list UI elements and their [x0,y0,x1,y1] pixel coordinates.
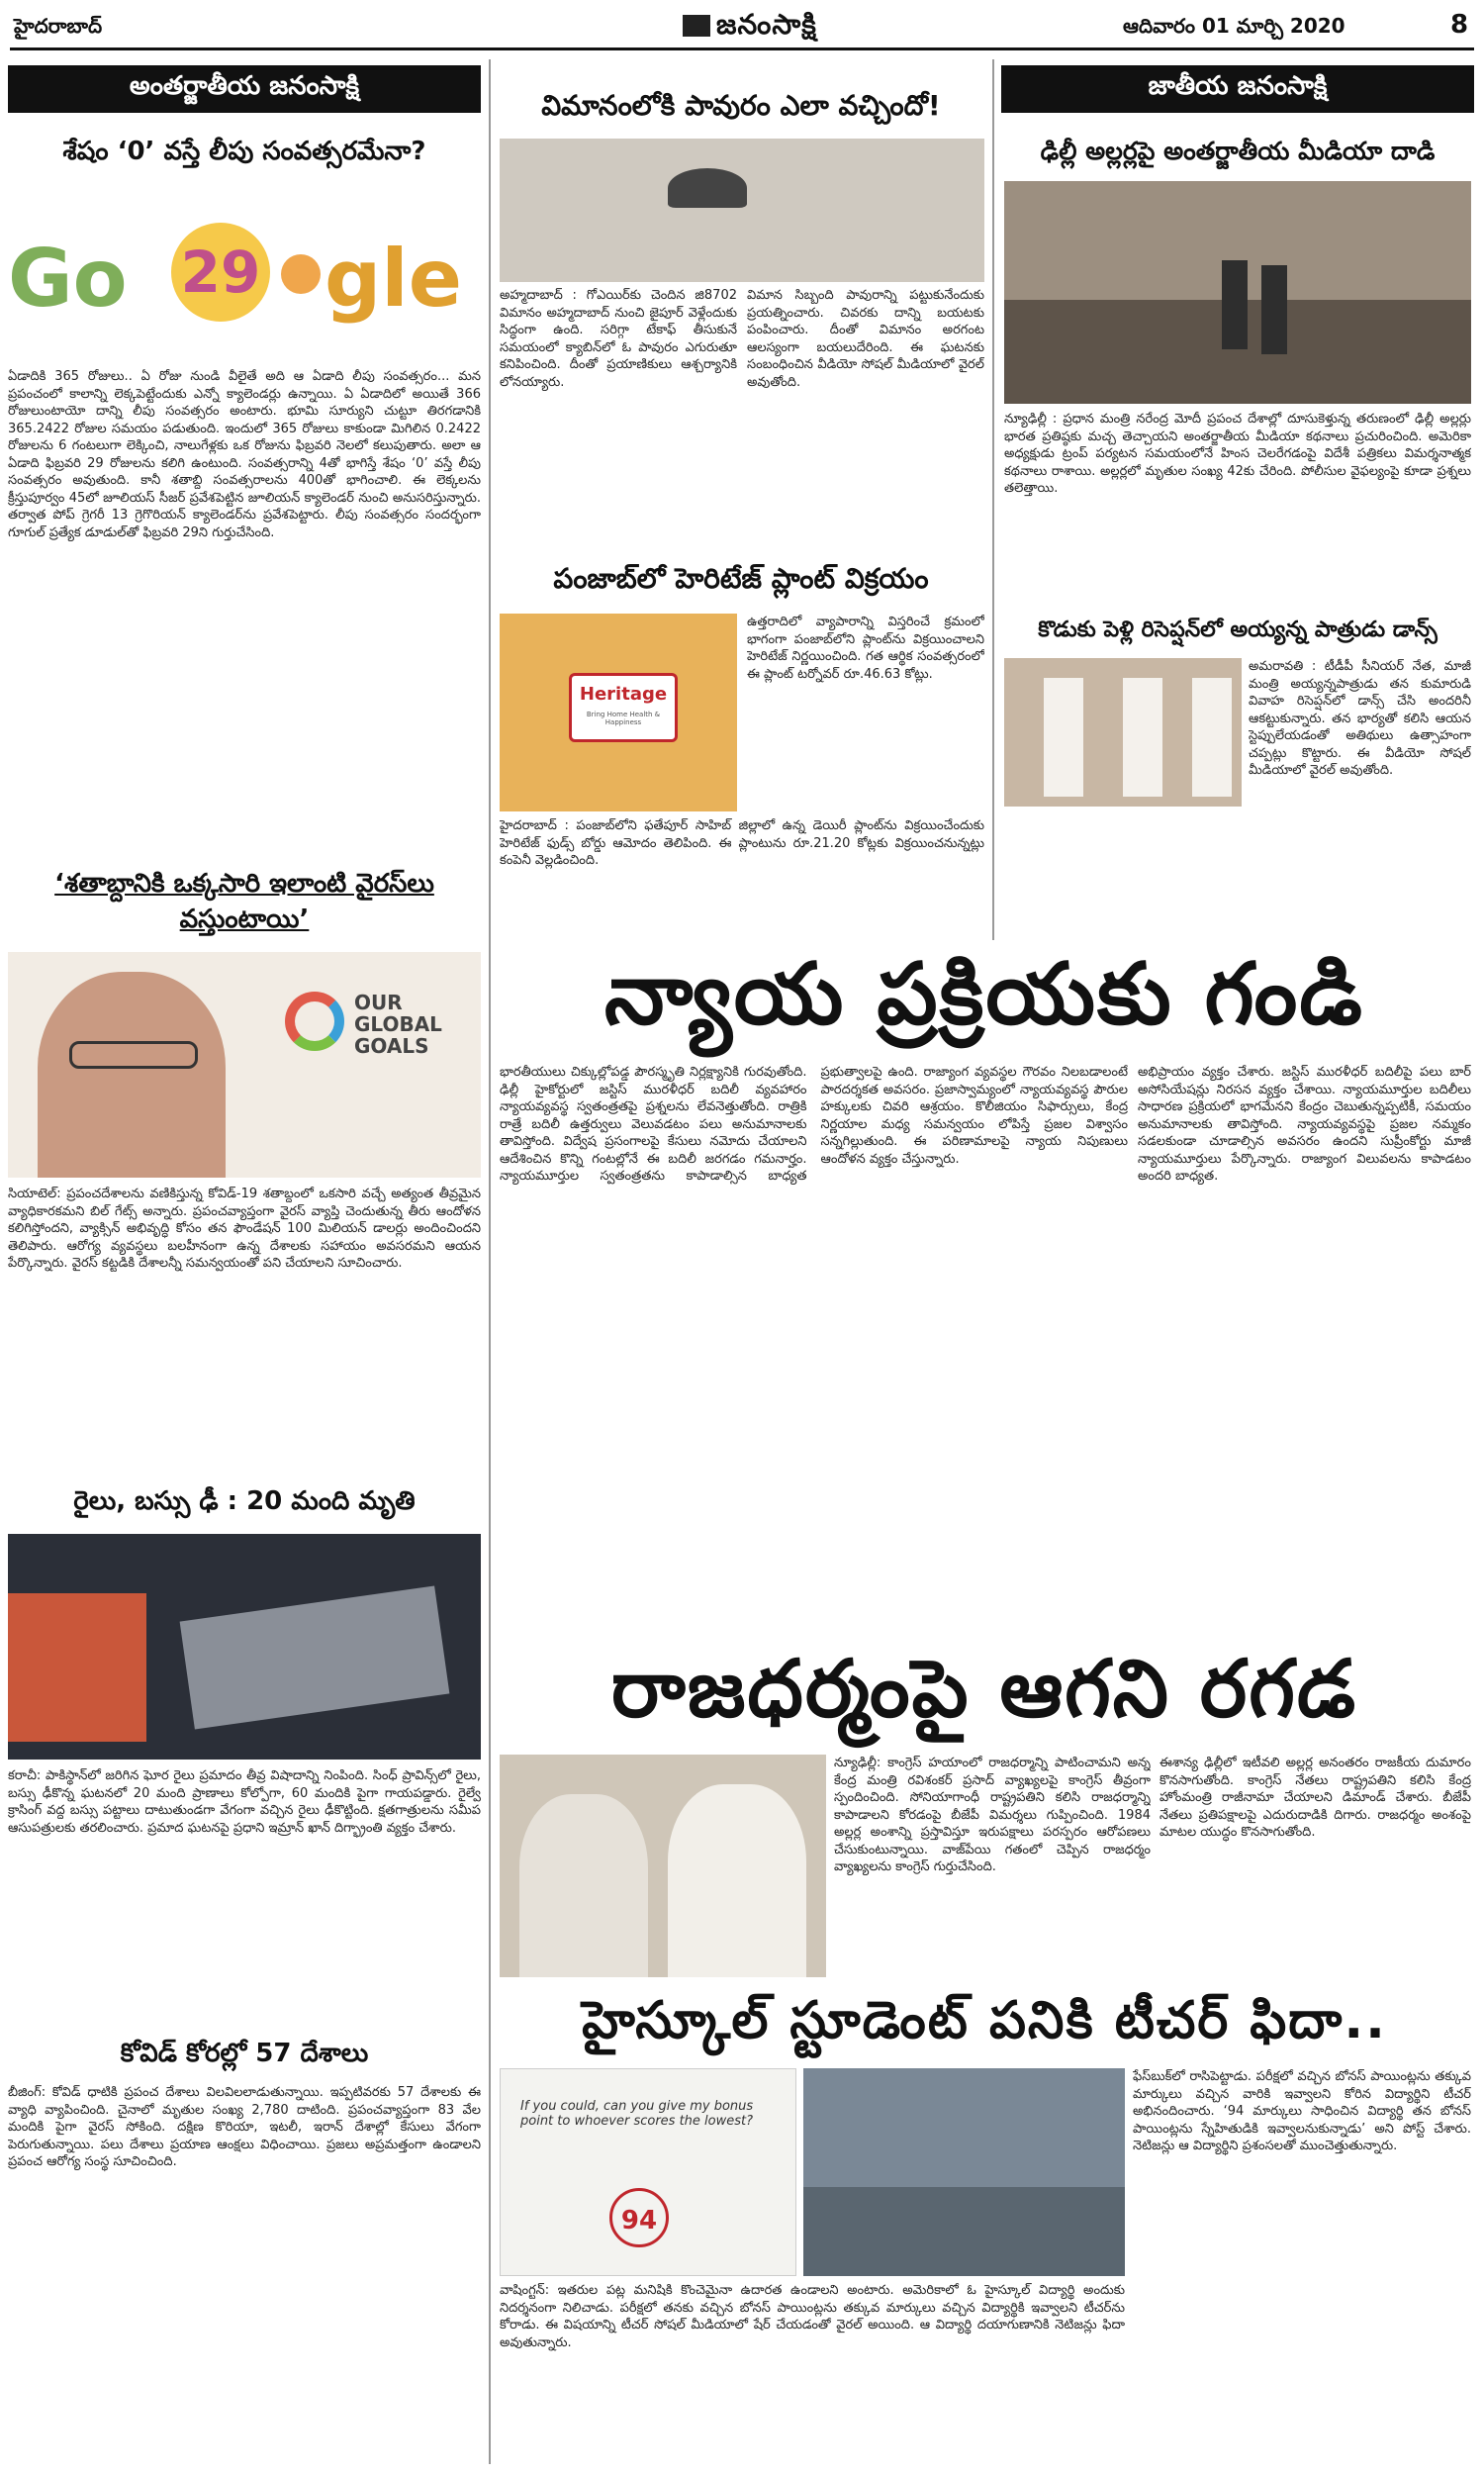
student-headline: హైస్కూల్ స్టూడెంట్ పనికి టీచర్ ఫిదా.. [582,1991,1387,2050]
wreckage [180,1585,450,1729]
exam-hall-photo [803,2068,1125,2276]
page-number: 8 [1450,10,1469,40]
pigeon-icon [668,168,747,208]
covid-headline: కోవిడ్ కోరల్లో 57 దేశాలు [120,2039,369,2068]
heritage-logo-card [569,673,678,742]
doodle-text-left: Go [8,233,128,325]
handwritten-note: If you could, can you give my bonus point to whoever scores the lowest? [520,2099,754,2129]
logo-emblem-icon [683,15,710,37]
section-header-national: జాతీయ జనంసాక్షి [1001,65,1474,113]
dance-photo [1004,658,1242,807]
doodle-text-right: gle [325,233,462,325]
heritage-body-bottom: హైదరాబాద్ : పంజాబ్‌లోని ఫతేపూర్ సాహిబ్ జిల్లాలో ఉన్న డెయిరీ ప్లాంట్‌ను విక్రయించేందుకు హెరిటేజ్ ఫుడ్స్ బోర్డు ఆమోదం తెలిపింది. ఈ ప్లాంటును రూ.21.20 కోట్లకు విక్రయించనున్నట్లు కంపెనీ వెల్లడించింది. [500,818,984,869]
ayyanna-dance-headline: కొడుకు పెళ్లి రిసెప్షన్‌లో అయ్యన్న పాత్రుడు డాన్స్ [1038,618,1438,642]
section-header-international: అంతర్జాతీయ జనంసాక్షి [8,65,481,113]
pigeon-body-col1: అహ్మదాబాద్ : గోఎయిర్‌కు చెందిన జి8702 విమానం అహ్మదాబాద్ నుంచి జైపూర్ వెళ్లేందుకు సిద్ధంగా ఉంది. సరిగ్గా టేకాఫ్ తీసుకునే సమయంలో క్యాబిన్‌లో ఓ పావురం ఎగురుతూ కనిపించింది. దీంతో ప్రయాణికులు ఆశ్చర్యానికి లోనయ్యారు. [500,288,737,390]
portrait-figure [38,972,226,1178]
heritage-headline: పంజాబ్‌లో హెరిటేజ్ ప్లాంట్ విక్రయం [553,562,929,595]
heritage-tagline: Bring Home Health & Happiness [586,711,661,726]
masthead-rule [10,48,1474,50]
pigeon-in-plane-photo [500,139,984,282]
heritage-logo-text: Heritage [579,684,668,705]
ayyanna-dance-body: అమరావతి : టీడీపీ సీనియర్ నేత, మాజీ మంత్రి అయ్యన్నపాత్రుడు తన కుమారుడి వివాహ రిసెప్షన్‌లో డాన్స్ చేసి అందరినీ ఆకట్టుకున్నారు. తన భార్యతో కలిసి ఆయన స్టెప్పులేయడంతో అతిథులు ఉత్సాహంగా చప్పట్లు కొట్టారు. ఈ వీడియో సోషల్ మీడియాలో వైరల్ అవుతోంది. [1249,659,1471,779]
newspaper-logo [683,8,817,48]
gates-article-body: సియాటెల్: ప్రపంచదేశాలను వణికిస్తున్న కోవిడ్-19 శతాబ్దంలో ఒకసారి వచ్చే అత్యంత తీవ్రమైన వ్యాధికారకమని బిల్ గేట్స్ అన్నారు. ప్రపంచవ్యాప్తంగా వైరస్ వ్యాప్తి చెందుతున్న తీరు ఆందోళన కలిగిస్తోందని, వ్యాక్సిన్ అభివృద్ధి కోసం తన ఫౌండేషన్ 100 మిలియన్ డాలర్లు అందించిందని తెలిపారు. ఆరోగ్య వ్యవస్థలు బలహీనంగా ఉన్న దేశాలకు సహాయం అవసరమని ఆయన పేర్కొన్నారు. వైరస్ కట్టడికి దేశాలన్నీ సమన్వయంతో పని చేయాలని సూచించారు. [8,1187,481,1272]
glasses-icon [69,1041,198,1069]
masthead-city: హైదరాబాద్ [14,14,103,38]
pigeon-headline: విమానంలోకి పావురం ఎలా వచ్చిందో! [541,89,941,122]
rajadharma-body: న్యూఢిల్లీ: కాంగ్రెస్ హయాంలో రాజధర్మాన్ని పాటించామని అన్న కేంద్ర మంత్రి రవిశంకర్ ప్రసాద్ వ్యాఖ్యలపై కాంగ్రెస్ తీవ్రంగా స్పందించింది. సోనియాగాంధీ రాష్ట్రపతిని కలిసి రాజధర్మాన్ని కాపాడాలని కోరడంపై బీజేపీ విమర్శలు గుప్పించింది. 1984 అల్లర్ల అంశాన్ని ప్రస్తావిస్తూ ఇరుపక్షాలు పరస్పరం ఆరోపణలు చేసుకుంటున్నాయి. వాజ్‌పేయి గతంలో చెప్పిన రాజధర్మం వ్యాఖ్యలను కాంగ్రెస్ గుర్తుచేసింది. [834,1756,1151,1875]
judicial-process-headline: న్యాయ ప్రక్రియకు గండి [604,945,1364,1044]
pigeon-body-col2: విమాన సిబ్బంది పావురాన్ని పట్టుకునేందుకు ప్రయత్నించారు. చివరకు దాన్ని బయటకు పంపించారు. దీంతో విమానం అరగంట ఆలస్యంగా బయలుదేరింది. ఈ ఘటనకు సంబంధించిన వీడియో సోషల్ మీడియాలో వైరల్ అవుతోంది. [747,288,984,390]
rajadharma-headline: రాజధర్మంపై ఆగని రగడ [610,1643,1358,1735]
masthead-date: ఆదివారం 01 మార్చి 2020 [1123,14,1345,38]
column-divider [992,59,994,940]
train-accident-headline: రైలు, బస్సు ఢీ : 20 మంది మృతి [73,1486,416,1516]
judicial-process-body-right: అభిప్రాయం వ్యక్తం చేశారు. జస్టిస్ మురళీధర్ బదిలీపై పలు బార్ అసోసియేషన్లు నిరసన వ్యక్తం చేశాయి. న్యాయమూర్తుల బదిలీలు సాధారణ ప్రక్రియలో భాగమేనని కేంద్రం చెబుతున్నప్పటికీ, సమయం అనుమానాలకు తావిస్తోంది. న్యాయవ్యవస్థపై ప్రజల నమ్మకం సడలకుండా చూడాల్సిన అవసరం ఉందని సుప్రీంకోర్టు మాజీ న్యాయమూర్తులు పేర్కొన్నారు. రాజ్యాంగ విలువలను కాపాడటం అందరి బాధ్యత. [1138,1065,1471,1185]
leap-year-headline: శేషం ‘0’ వస్తే లీపు సంవత్సరమేనా? [62,137,426,166]
sdg-wheel-icon [285,992,344,1051]
vajpayee-modi-photo [500,1755,826,1977]
score-circle: 94 [609,2188,669,2247]
person-figure [519,1794,648,1977]
dancer-figure [1192,678,1232,797]
global-goals-text: OUR GLOBAL GOALS [354,991,442,1058]
student-article-body: వాషింగ్టన్: ఇతరుల పట్ల మనిషికి కొంచెమైనా ఉదారత ఉండాలని అంటారు. అమెరికాలో ఓ హైస్కూల్ విద్యార్థి అందుకు నిదర్శనంగా నిలిచాడు. పరీక్షలో తనకు వచ్చిన బోనస్ పాయింట్లను తక్కువ మార్కులు వచ్చిన విద్యార్థికి ఇవ్వాలని టీచర్‌ను కోరాడు. ఈ విషయాన్ని టీచర్ సోషల్ మీడియాలో షేర్ చేయడంతో వైరల్ అయింది. ఆ విద్యార్థి దయాగుణానికి నెటిజన్లు ఫిదా అవుతున్నారు. [500,2283,1125,2350]
frog-icon [281,254,321,294]
train-accident-body: కరాచీ: పాకిస్థాన్‌లో జరిగిన ఘోర రైలు ప్రమాదం తీవ్ర విషాదాన్ని నింపింది. సింధ్ ప్రావిన్స్‌లో రైలు, బస్సు ఢీకొన్న ఘటనలో 20 మంది ప్రాణాలు కోల్పోగా, 60 మందికి పైగా గాయపడ్డారు. రైల్వే క్రాసింగ్ వద్ద బస్సు పట్టాలు దాటుతుండగా వేగంగా వచ్చిన రైలు ఢీకొట్టింది. క్షతగాత్రులను సమీప ఆసుపత్రులకు తరలించారు. ప్రమాద ఘటనపై ప్రధాని ఇమ్రాన్ ఖాన్ దిగ్భ్రాంతి వ్యక్తం చేశారు. [8,1768,481,1836]
person-figure [668,1784,806,1977]
leap-year-article-body: ఏడాదికి 365 రోజులు.. ఏ రోజు నుండి వీలైతే అది ఆ ఏడాది లీపు సంవత్సరం... మన ప్రపంచంలో కాలాన్ని లెక్కపెట్టేందుకు ఎన్నో క్యాలెండర్లు ఉన్నాయి. ఏ ఏడాదిలో అయితే 366 రోజులుంటాయో దాన్ని లీపు సంవత్సరం అంటారు. భూమి సూర్యుని చుట్టూ తిరగడానికి 365.2422 రోజుల సమయం పడుతుంది. ఇందులో 365 రోజులు కాకుండా మిగిలిన 0.2422 రోజులను 6 గంటలుగా లెక్కించి, నాలుగేళ్లకు ఒక రోజును ఫిబ్రవరి నెలలో కలుపుతారు. అలా ఆ ఏడాది ఫిబ్రవరి 29 రోజులను కలిగి ఉంటుంది. సంవత్సరాన్ని 4తో భాగిస్తే శేషం ‘0’ వస్తే లీపు సంవత్సరం అవుతుంది. కానీ శతాబ్ది సంవత్సరాలను 400తో భాగించాలి. ఈ లెక్కలను క్రీస్తుపూర్వం 45లో జూలియస్ సీజర్ ప్రవేశపెట్టిన జూలియన్ క్యాలెండర్ నుంచి అనుసరిస్తున్నారు. తర్వాత పోప్ గ్రెగరీ 13 గ్రెగొరియన్ క్యాలెండర్‌ను ప్రవేశపెట్టారు. లీపు సంవత్సరం సందర్భంగా గూగుల్ ప్రత్యేక డూడుల్‌తో ఫిబ్రవరి 29ని గుర్తుచేసింది. [8,369,481,540]
delhi-riots-photo [1004,181,1471,404]
dancer-figure [1123,678,1162,797]
delhi-riots-body: న్యూఢిల్లీ : ప్రధాన మంత్రి నరేంద్ర మోదీ ప్రపంచ దేశాల్లో దూసుకెళ్తున్న తరుణంలో ఢిల్లీ అల్లర్లు భారత ప్రతిష్ఠకు మచ్చ తెచ్చాయని అంతర్జాతీయ మీడియా కథనాలు ప్రచురించింది. అమెరికా అధ్యక్షుడు ట్రంప్ పర్యటన సమయంలోనే హింస చెలరేగడంపై విదేశీ పత్రికలు విమర్శనాత్మక కథనాలు రాశాయి. అల్లర్లలో మృతుల సంఖ్య 42కు చేరింది. పోలీసుల వైఫల్యంపై కూడా ప్రశ్నలు తలెత్తాయి. [1004,412,1471,497]
desk-rows [803,2187,1125,2276]
heritage-body-col2: ఉత్తరాదిలో వ్యాపారాన్ని విస్తరించే క్రమంలో భాగంగా పంజాబ్‌లోని ప్లాంట్‌ను విక్రయించాలని హెరిటేజ్ నిర్ణయించింది. గత ఆర్థిక సంవత్సరంలో ఈ ప్లాంట్ టర్నోవర్ రూ.46.63 కోట్లు. [747,615,984,682]
google-doodle [8,213,481,356]
judicial-process-body: భారతీయులు చిక్కుల్లోపడ్డ పౌరస్మృతి నిర్లక్ష్యానికి గురవుతోంది. ఢిల్లీ హైకోర్టులో జస్టిస్ మురళీధర్ బదిలీ వ్యవహారం న్యాయవ్యవస్థ స్వతంత్రతపై ప్రశ్నలను లేవనెత్తుతోంది. రాత్రికి రాత్రే బదిలీ ఉత్తర్వులు వెలువడటం పలు అనుమానాలకు తావిస్తోంది. విద్వేష ప్రసంగాలపై కేసులు నమోదు చేయాలని ఆదేశించిన కొన్ని గంటల్లోనే ఈ బదిలీ జరగడం గమనార్హం. న్యాయమూర్తుల స్వతంత్రతను కాపాడాల్సిన బాధ్యత ప్రభుత్వాలపై ఉంది. రాజ్యాంగ వ్యవస్థల గౌరవం నిలబడాలంటే పారదర్శకత అవసరం. ప్రజాస్వామ్యంలో న్యాయవ్యవస్థ పౌరుల హక్కులకు చివరి ఆశ్రయం. కొలీజియం సిఫార్సులు, కేంద్ర నిర్ణయాల మధ్య సమన్వయం లోపిస్తే ప్రజల విశ్వాసం సన్నగిల్లుతుంది. ఈ పరిణామాలపై న్యాయ నిపుణులు ఆందోళన వ్యక్తం చేస్తున్నారు. [500,1065,1128,1185]
doodle-date-circle: 29 [171,223,270,322]
dancer-figure [1044,678,1083,797]
bill-gates-photo [8,952,481,1178]
exam-paper-photo [500,2068,796,2276]
police-figure [1261,265,1287,354]
crane-vehicle [8,1593,146,1742]
covid-article-body: బీజింగ్: కోవిడ్ ధాటికి ప్రపంచ దేశాలు విలవిలలాడుతున్నాయి. ఇప్పటివరకు 57 దేశాలకు ఈ వ్యాధి వ్యాపించింది. చైనాలో మృతుల సంఖ్య 2,780 దాటింది. ప్రపంచవ్యాప్తంగా 83 వేల మందికి పైగా వైరస్ సోకింది. దక్షిణ కొరియా, ఇటలీ, ఇరాన్ దేశాల్లో కేసులు వేగంగా పెరుగుతున్నాయి. పలు దేశాలు ప్రయాణ ఆంక్షలు విధించాయి. ప్రజలు అప్రమత్తంగా ఉండాలని ప్రపంచ ఆరోగ్య సంస్థ సూచించింది. [8,2085,481,2170]
gates-headline: ‘శతాబ్దానికి ఒక్కసారి ఇలాంటి వైరస్‌లు వస్తుంటాయి’ [54,869,434,934]
train-accident-photo [8,1534,481,1760]
police-figure [1222,260,1248,349]
column-divider [489,59,491,2464]
newspaper-name: జనంసాక్షి [716,8,817,41]
rajadharma-body-right: ఈశాన్య ఢిల్లీలో ఇటీవలి అల్లర్ల అనంతరం రాజకీయ దుమారం కొనసాగుతోంది. కాంగ్రెస్ నేతలు రాష్ట్రపతిని కలిసి కేంద్ర హోంమంత్రి రాజీనామా చేయాలని డిమాండ్ చేశారు. బీజేపీ నేతలు ప్రతిపక్షాలపై ఎదురుదాడికి దిగారు. రాజధర్మం అంశంపై మాటల యుద్ధం కొనసాగుతోంది. [1159,1756,1471,1841]
heritage-products-photo [500,614,737,811]
student-article-body-right: ఫేస్‌బుక్‌లో రాసిపెట్టాడు. పరీక్షలో వచ్చిన బోనస్ పాయింట్లను తక్కువ మార్కులు వచ్చిన వారికి ఇవ్వాలని కోరిన విద్యార్థిని టీచర్ అభినందించారు. ‘94 మార్కులు సాధించిన విద్యార్థి తన బోనస్ పాయింట్లను స్నేహితుడికి ఇవ్వాలనుకున్నాడు’ అని పోస్ట్ చేశారు. నెటిజన్లు ఆ విద్యార్థిని ప్రశంసలతో ముంచెత్తుతున్నారు. [1133,2069,1471,2154]
delhi-riots-headline: ఢిల్లీ అల్లర్లపై అంతర్జాతీయ మీడియా దాడి [1040,137,1436,165]
